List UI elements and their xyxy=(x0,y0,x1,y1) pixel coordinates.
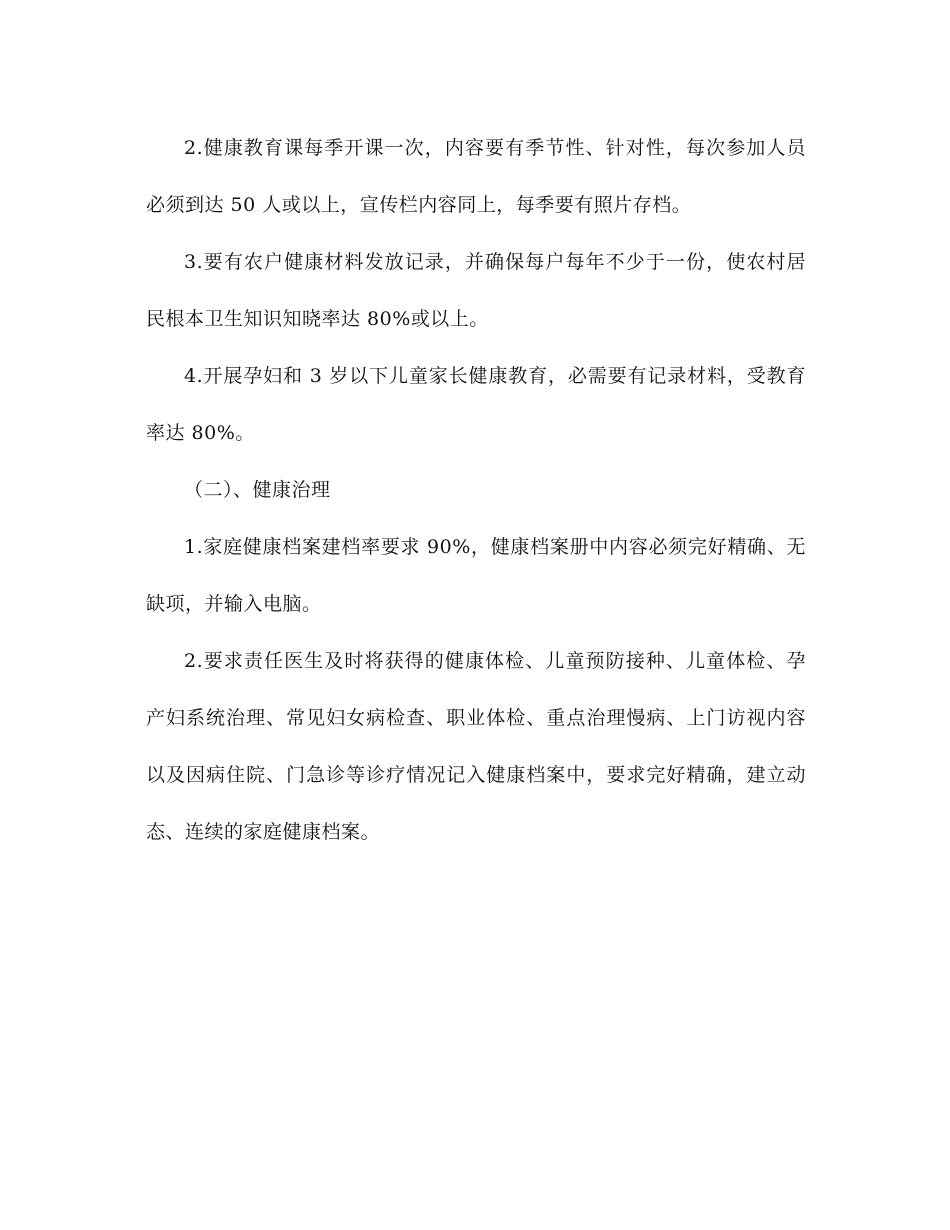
paragraph-materials-record: 3.要有农户健康材料发放记录，并确保每户每年不少于一份，使农村居民根本卫生知识知晓率达 80%或以上。 xyxy=(146,251,806,330)
paragraph-archive-rate: 1.家庭健康档案建档率要求 90%，健康档案册中内容必须完好精确、无缺项，并输入电脑。 xyxy=(146,536,806,615)
paragraph-parent-education: 4.开展孕妇和 3 岁以下儿童家长健康教育，必需要有记录材料，受教育率达 80%。 xyxy=(146,365,806,444)
section-heading: （二）、健康治理 xyxy=(184,479,331,501)
paragraph-health-class: 2.健康教育课每季开课一次，内容要有季节性、针对性，每次参加人员必须到达 50 人或以上，宣传栏内容同上，每季要有照片存档。 xyxy=(146,137,806,216)
document-body xyxy=(146,120,806,861)
paragraph-archive-records: 2.要求责任医生及时将获得的健康体检、儿童预防接种、儿童体检、孕产妇系统治理、常见妇女病检查、职业体检、重点治理慢病、上门访视内容以及因病住院、门急诊等诊疗情况记入健康档案中，要求完好精确，建立动态、连续的家庭健康档案。 xyxy=(146,650,806,843)
